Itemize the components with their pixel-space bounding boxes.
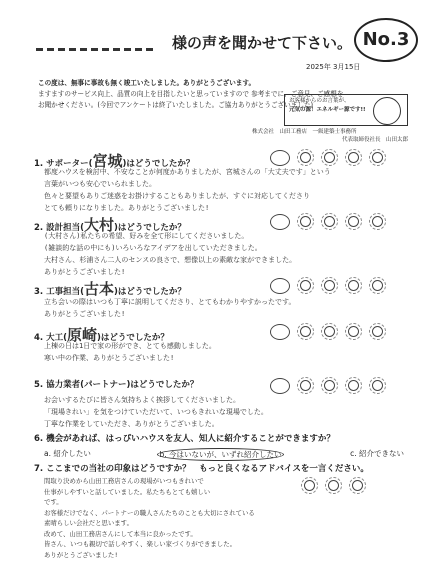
answer-5: お会いするたびに皆さん気持ちよく挨拶してくださいました。 「現場きれい」を気をつけていただいて、いつもきれいな現場でした。 丁寧な作業をしていただき、ありがとうございました。 bbox=[44, 396, 268, 428]
mascot-box: お客様からのお言葉が、 元気の源！エネルギー源です!! bbox=[284, 94, 408, 126]
selected-rating-icon bbox=[270, 150, 290, 166]
rating-scale-7 bbox=[300, 478, 366, 492]
question-3: 3. 工事担当(古本)はどうでしたか？ bbox=[34, 280, 186, 298]
question-7: 7. ここまでの当社の印象はどうですか？ もっと良くなるアドバイスを一言ください。 bbox=[34, 464, 369, 474]
rating-scale-5 bbox=[270, 378, 386, 394]
intro-text: この度は、無事に事故も無く竣工いたしました。ありがとうございます。 ますますのサービス向上、品質の向上を目指したいと思っていますので 参考までに、ご意見、ご感想を お聞かせください。(今回でアンケートは終了いたしました。ご協力ありがとうございました) bbox=[38, 79, 344, 109]
question-1: 1. サポーター(宮城)はどうでしたか？ bbox=[34, 152, 195, 170]
q6-option-c: c. 紹介できない bbox=[350, 449, 404, 458]
answer-3: 立ち会いの際はいつも丁寧に説明してくださり、とてもわかりやすかったです。 ありがとうございました! bbox=[44, 298, 296, 318]
header-dots bbox=[36, 44, 164, 54]
answer-4: 上棟の日は1日で家の形ができ、とても感動しました。 寒い中の作業、ありがとうございました! bbox=[44, 342, 216, 362]
page-title: 様の声を聞かせて下さい。 bbox=[172, 34, 353, 52]
rating-scale-3 bbox=[270, 278, 386, 294]
number-badge: No.3 bbox=[354, 18, 418, 62]
mascot-icon bbox=[373, 97, 401, 125]
q6-option-b: b. 今はいないが、いずれ紹介したい bbox=[159, 450, 282, 459]
rating-scale-2 bbox=[270, 214, 386, 230]
question-4: 4. 大工(原崎)はどうでしたか？ bbox=[34, 326, 169, 344]
q6-options bbox=[44, 448, 404, 461]
question-6: 6. 機会があれば、はっぴいハウスを友人、知人に紹介することができますか？ bbox=[34, 434, 335, 444]
answer-7: 間取り決めから山田工務店さんの現場がいつもきれいで 仕事がしやすいと話していました。私たちもとても嬉しい です。 お客様だけでなく、パートナーの職人さんたちのことも大切にされている 素晴らしい会社だと思います。 改めて、山田工務店さんにして本当に良かったです。 皆さん、いつも親切で話しやすく、楽しい家づくりができました。 ありがとうございました! bbox=[44, 477, 255, 559]
answer-2: (大村さん)私たちの希望、好みを全て形にしてくださいました。 (雑談的な話の中にも)いろいろなアイデアを出していただきました。 大村さん、杉浦さん二人のセンスの良さで、想像以上の素敵な家ができました。 ありがとうございました! bbox=[44, 232, 297, 276]
question-2: 2. 設計担当(大村)はどうでしたか？ bbox=[34, 216, 186, 234]
date: 2025年 3月15日 bbox=[306, 63, 361, 71]
q6-option-a: a. 紹介したい bbox=[44, 449, 91, 458]
rating-scale-4 bbox=[270, 324, 386, 340]
rating-scale-1 bbox=[270, 150, 386, 166]
question-5: 5. 協力業者(パートナー)はどうでしたか？ bbox=[34, 380, 199, 390]
company-info: 株式会社 山田工務店 一級建築士事務所 代表取締役社長 山田太郎 bbox=[252, 129, 408, 143]
answer-1: 都度ハウスを検討中、不安なことが何度かありましたが、宮城さんの「大丈夫です」という 言葉がいつも安心でいられました。 色々と要望もありご迷惑をお掛けすることもありましたが、すぐに対応してくださり とても頼りになりました。ありがとうございました! bbox=[44, 168, 331, 212]
